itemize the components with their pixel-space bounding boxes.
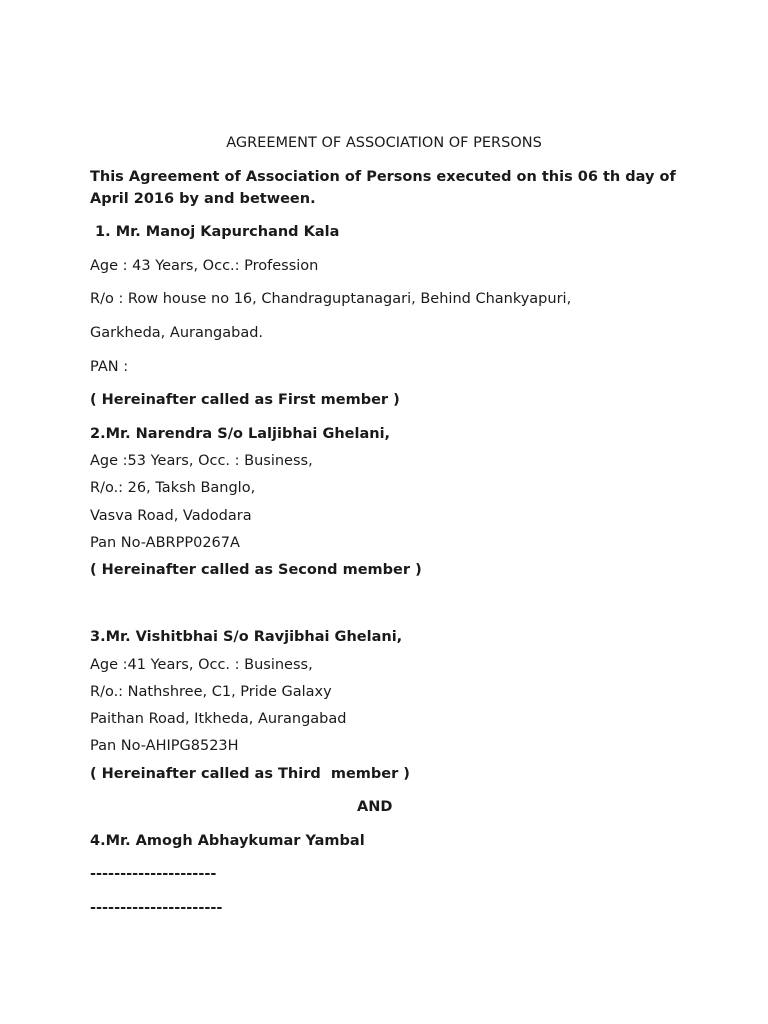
member2-called: ( Hereinafter called as Second member ) xyxy=(90,562,422,578)
member1-called: ( Hereinafter called as First member ) xyxy=(90,392,400,408)
and-separator: AND xyxy=(357,799,393,815)
member1-address-line1: R/o : Row house no 16, Chandraguptanagari, Behind Chankyapuri, xyxy=(90,291,572,307)
member3-pan: Pan No-AHIPG8523H xyxy=(90,738,239,754)
member2-name: 2.Mr. Narendra S/o Laljibhai Ghelani, xyxy=(90,426,391,442)
member3-name: 3.Mr. Vishitbhai S/o Ravjibhai Ghelani, xyxy=(90,629,403,645)
document-title: AGREEMENT OF ASSOCIATION OF PERSONS xyxy=(226,135,542,151)
member4-name: 4.Mr. Amogh Abhaykumar Yambal xyxy=(90,833,365,849)
member4-dash-line2: ---------------------- xyxy=(90,900,223,916)
member2-address-line2: Vasva Road, Vadodara xyxy=(90,508,252,524)
member3-age: Age :41 Years, Occ. : Business, xyxy=(90,657,313,673)
member3-address-line1: R/o.: Nathshree, C1, Pride Galaxy xyxy=(90,684,332,700)
member3-called: ( Hereinafter called as Third member ) xyxy=(90,766,410,782)
member2-pan: Pan No-ABRPP0267A xyxy=(90,535,240,551)
member1-address-line2: Garkheda, Aurangabad. xyxy=(90,325,264,341)
member1-name: 1. Mr. Manoj Kapurchand Kala xyxy=(90,224,340,240)
member2-address-line1: R/o.: 26, Taksh Banglo, xyxy=(90,480,256,496)
member3-address-line2: Paithan Road, Itkheda, Aurangabad xyxy=(90,711,347,727)
intro-paragraph: This Agreement of Association of Persons executed on this 06 th day of April 2016 by and between. xyxy=(90,169,676,207)
member2-age: Age :53 Years, Occ. : Business, xyxy=(90,453,313,469)
member1-pan: PAN : xyxy=(90,359,129,375)
member4-dash-line1: --------------------- xyxy=(90,866,217,882)
member1-age: Age : 43 Years, Occ.: Profession xyxy=(90,258,319,274)
